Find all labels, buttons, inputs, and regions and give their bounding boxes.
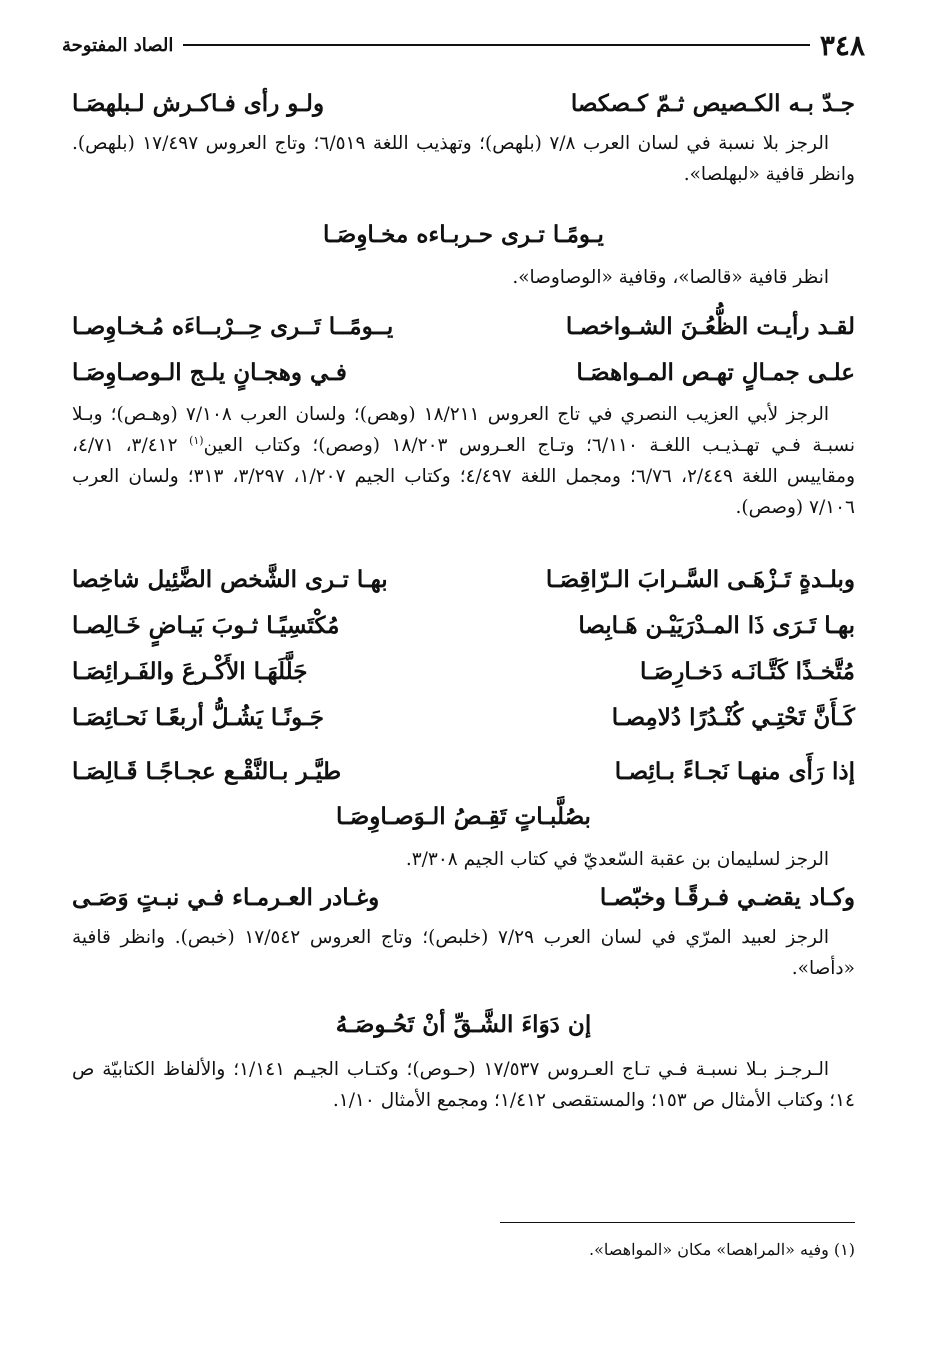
- verse-hemistich-first: لقـد رأيـت الظُّعُـنَ الشـواخصـا: [565, 312, 855, 340]
- verse-hemistich-second: يــومًــا تَــرى حِــرْبــاءَه مُـخـاوِصـا: [72, 312, 394, 340]
- verse-hemistich-first: بهـا تَـرَى ذَا المـدْرَيَيْـن هَـابِصا: [578, 611, 855, 639]
- verse-hemistich-first: مُتَّخـذًا كَتَّـانَـه دَخـارِصَـا: [639, 657, 855, 685]
- entry-block-2: [72, 212, 855, 293]
- verse-hemistich-second: جَلَّلَهَـا الأَكْـرعَ والفَـرائِصَـا: [72, 657, 308, 685]
- running-title: الصاد المفتوحة: [62, 34, 174, 56]
- source-note: [72, 399, 855, 523]
- source-note: الرجز بلا نسبة في لسان العرب ٧/٨ (بلهص)؛ وتهذيب اللغة ٦/٥١٩؛ وتاج العروس ١٧/٤٩٧ (بلهص). وانظر قافية «لبهلصا».: [72, 133, 855, 185]
- source-note: الـرجـز بـلا نسبـة فـي تـاج العـروس ١٧/٥٣٧ (حـوص)؛ وكتـاب الجيـم ١/١٤١؛ والألفاظ الكتابيّة ص ١٤؛ وكتاب الأمثال ص ١٥٣؛ والمستقصى ١/٤١٢؛ ومجمع الأمثال ١/١٠.: [72, 1059, 855, 1111]
- verse-hemistich-second: بهـا تـرى الشَّخص الضَّئِيل شاخِصا: [72, 565, 388, 593]
- source-note-text: ٣/٤١٢، ٤/٧١، ومقاييس اللغة ٢/٤٤٩، ٦/٧٦؛ ومجمل اللغة ٤/٤٩٧؛ وكتاب الجيم ١/٢٠٧، ٣/٢٩٧، ٣١٣؛ ولسان العرب ٧/١٠٦ (وصص).: [72, 435, 856, 518]
- verse-line: [72, 80, 855, 126]
- verse-hemistich-first: جـدّ بـه الكـصيص ثـمّ كـصكصا: [570, 89, 855, 117]
- verse-hemistich-first: علـى جمـالٍ تهـص المـواهصَـا: [576, 358, 855, 386]
- entry-block-5: [72, 874, 855, 984]
- verse-line: [72, 303, 855, 349]
- verse-hemistich-first: وبلـدةٍ تَـزْهَـى السَّـرابَ الـرّاقِصَـا: [545, 565, 855, 593]
- verse-hemistich-second: جَـونًـا يَشُـلُّ أربعًـا نَحـائِصَـا: [72, 703, 324, 731]
- source-note: الرجز لسليمان بن عقبة السّعديّ في كتاب الجيم ٣/٣٠٨.: [405, 849, 829, 870]
- page-header: [62, 28, 865, 62]
- entry-block-4: [72, 556, 855, 875]
- footnote-separator: [500, 1222, 855, 1223]
- verse-line: [72, 694, 855, 740]
- verse-hemistich-first: كَـأَنَّ تَحْتِـي كُنْـدُرًا دُلامِصـا: [611, 703, 855, 731]
- verse-line: إن دَوَاءَ الشَّـقِّ أنْ تَحُـوصَـهُ: [335, 1011, 592, 1038]
- source-note: الرجز لعبيد المرّي في لسان العرب ٧/٢٩ (خلبص)؛ وتاج العروس ١٧/٥٤٢ (خبص). وانظر قافية «دأصا».: [72, 927, 855, 979]
- verse-line: [72, 349, 855, 395]
- source-note: انظر قافية «قالصا»، وقافية «الوصاوصا».: [512, 267, 829, 288]
- verse-line: [72, 602, 855, 648]
- verse-line: بصُلَّبـاتٍ تَقِـصُ الـوَصـاوِصَـا: [336, 803, 591, 830]
- verse-line: [72, 648, 855, 694]
- verse-hemistich-first: إذا رَأَى منهـا نَجـاءً بـائِصـا: [614, 757, 855, 785]
- verse-line: [72, 556, 855, 602]
- verse-hemistich-first: وكـاد يقضـي فـرقًـا وخبّصـا: [599, 883, 855, 911]
- entry-block-3: [72, 303, 855, 523]
- source-note-text: الرجز لأبي العزيب النصري في تاج العروس ١٨/٢١١ (وهص)؛ ولسان العرب ٧/١٠٨ (وهـص)؛ وبـلا نسبـة فـي تهـذيـب اللغـة ٦/١١٠؛ وتـاج العـروس ١٨/٢٠٣ (وصص)؛ وكتاب العين: [72, 404, 855, 456]
- verse-line: [72, 874, 855, 920]
- footnote: (١) وفيه «المراهصا» مكان «المواهصا».: [589, 1240, 855, 1259]
- verse-hemistich-second: فـي وهجـانٍ يلـج الـوصـاوِصَـا: [72, 358, 347, 386]
- footnote-ref[interactable]: (١): [189, 433, 204, 447]
- header-rule: [183, 44, 810, 46]
- entry-block-1: [72, 80, 855, 190]
- verse-hemistich-second: ولـو رأى فـاكـرش لـبلهصَـا: [72, 89, 325, 117]
- entry-block-6: [72, 1002, 855, 1116]
- verse-line: يـومًـا تـرى حـربـاءه مخـاوِصَـا: [323, 221, 604, 248]
- verse-hemistich-second: طيَّـر بـالنَّقْـع عجـاجًـا قَـالِصَـا: [72, 757, 342, 785]
- verse-hemistich-second: وغـادر العـرمـاء فـي نبـتٍ وَصَـى: [72, 883, 380, 911]
- page-number: ٣٤٨: [819, 28, 865, 62]
- verse-line: [72, 748, 855, 794]
- verse-hemistich-second: مُكْتَسِيًـا ثـوبَ بَيـاضٍ خَـالِصـا: [72, 611, 340, 639]
